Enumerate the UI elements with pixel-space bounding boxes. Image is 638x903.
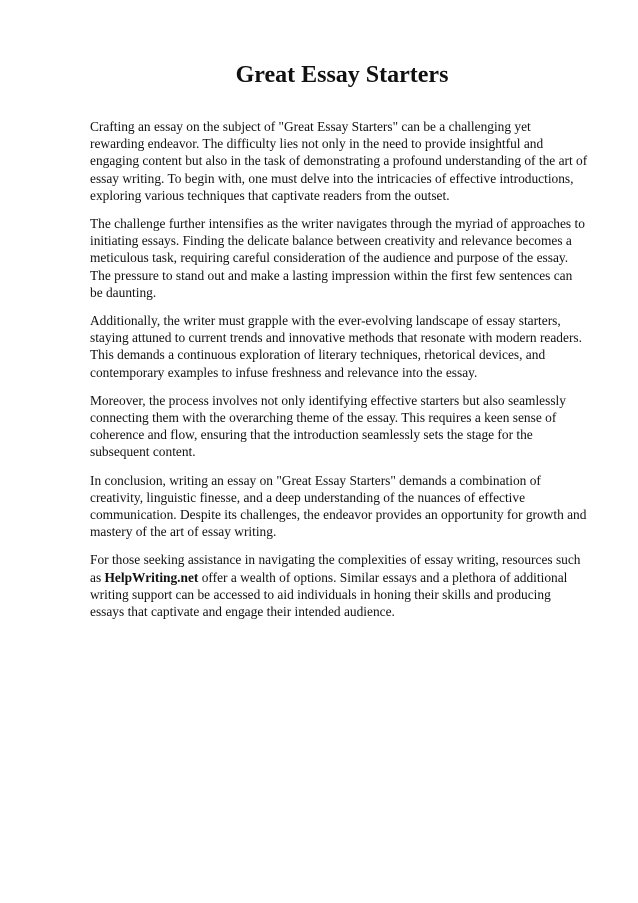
paragraph-6-prefix: For those seeking assistance in navigating the complexities of essay writing, resources such as — [90, 552, 581, 585]
paragraph-6 — [90, 551, 588, 620]
document-title: Great Essay Starters — [235, 62, 449, 88]
paragraph-4: Moreover, the process involves not only identifying effective starters but also seamlessly connecting them with the overarching theme of the essay. This requires a keen sense of coherence and flow, ensuring that the introduction seamlessly sets the stage for the subsequent content. — [90, 392, 566, 460]
paragraph-2: The challenge further intensifies as the writer navigates through the myriad of approaches to initiating essays. Finding the delicate balance between creativity and relevance becomes a meticulous task, requiring careful consideration of the audience and purpose of the essay. The pressure to stand out and make a lasting impression within the first few sentences can be daunting. — [90, 216, 585, 300]
paragraph-6-suffix: offer a wealth of options. Similar essays and a plethora of additional writing support can be accessed to aid individuals in honing their skills and producing essays that captivate and engage their intended audience. — [90, 569, 568, 620]
paragraph-5: In conclusion, writing an essay on "Great Essay Starters" demands a combination of creativity, linguistic finesse, and a deep understanding of the nuances of effective communication. Despite its challenges, the endeavor provides an opportunity for growth and mastery of the art of essay writing. — [90, 472, 587, 540]
paragraph-3: Additionally, the writer must grapple with the ever-evolving landscape of essay starters, staying attuned to current trends and innovative methods that resonate with modern readers. This demands a continuous exploration of literary techniques, rhetorical devices, and contemporary examples to infuse freshness and relevance into the essay. — [90, 313, 582, 380]
brand-name: HelpWriting.net — [104, 569, 199, 585]
paragraph-1: Crafting an essay on the subject of "Great Essay Starters" can be a challenging yet rewarding endeavor. The difficulty lies not only in the need to provide insightful and engaging content but also in the task of demonstrating a profound understanding of the art of essay writing. To begin with, one must delve into the intricacies of effective introductions, exploring various techniques that captivate readers from the outset. — [90, 119, 588, 203]
